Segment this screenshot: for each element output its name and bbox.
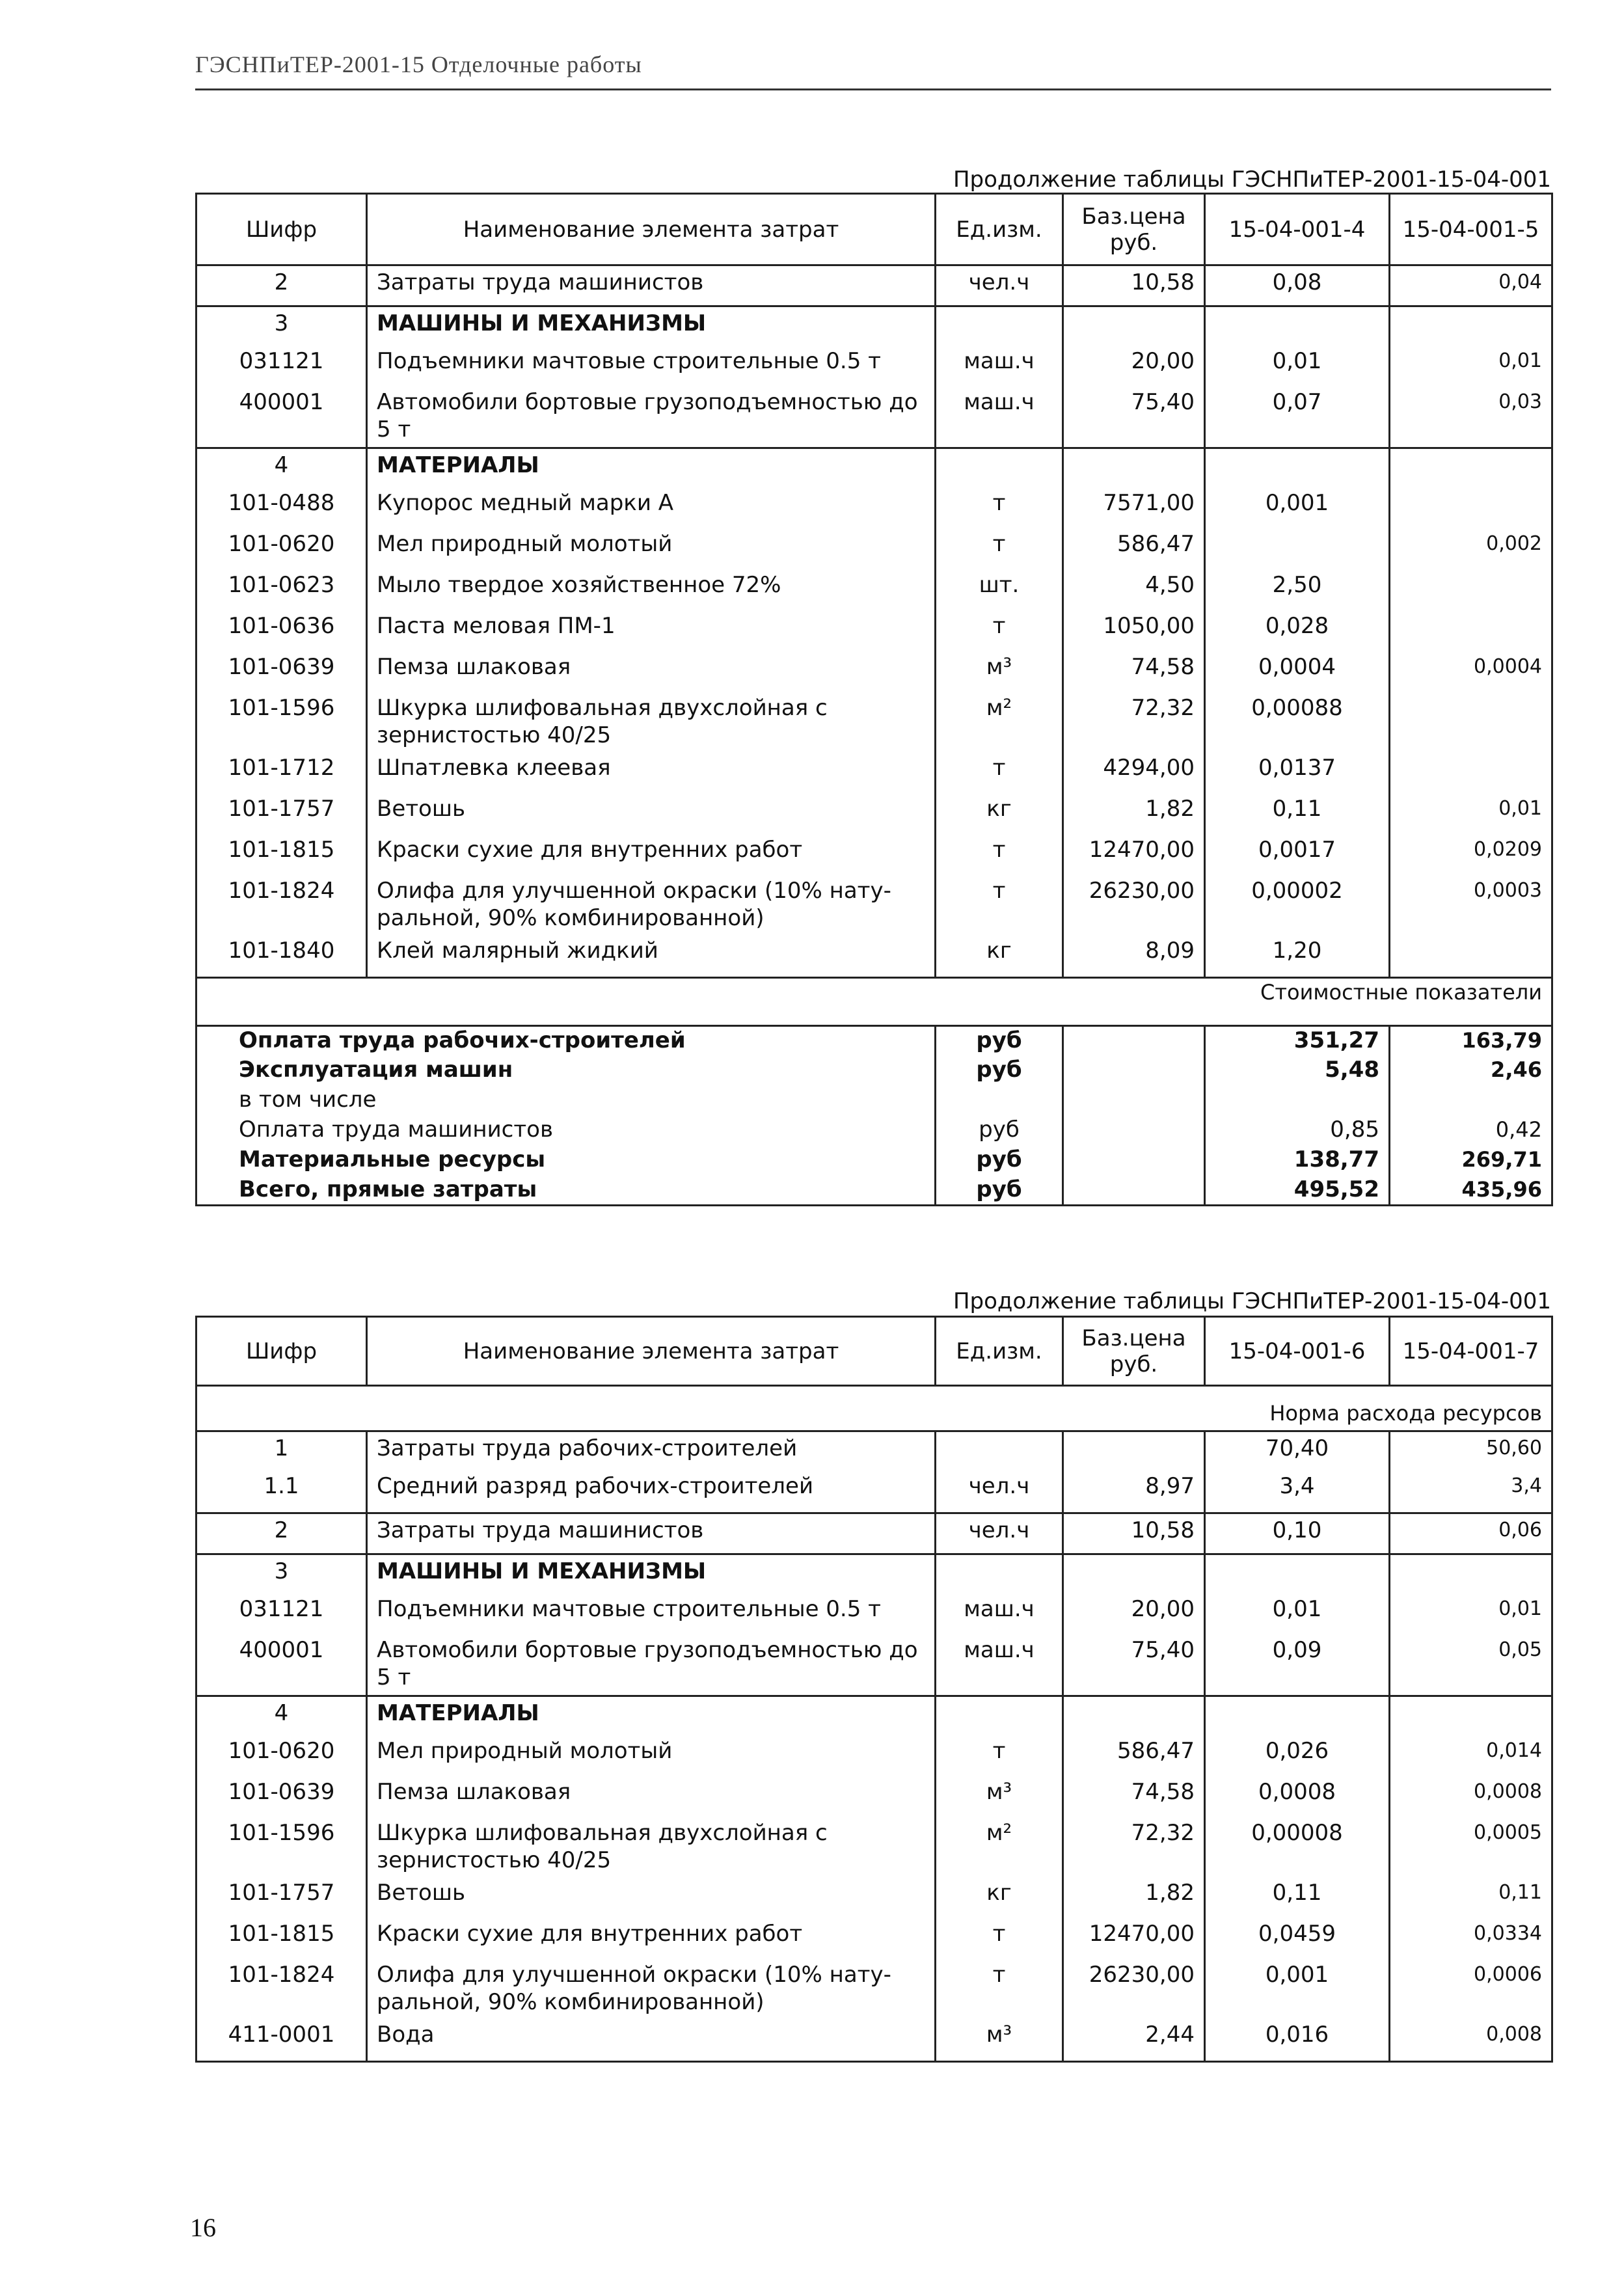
row-norm-a: 0,028 bbox=[1205, 612, 1390, 653]
row-code: 101-1712 bbox=[196, 754, 367, 795]
table-row bbox=[196, 388, 1552, 448]
row-name: Мел природный молотый bbox=[367, 530, 936, 571]
cost-unit: руб bbox=[936, 1056, 1063, 1086]
row-name: Затраты труда машинистов bbox=[367, 265, 936, 306]
table-row bbox=[196, 694, 1552, 754]
row-code: 101-1596 bbox=[196, 1819, 367, 1879]
row-name: Мыло твердое хозяйственное 72% bbox=[367, 571, 936, 612]
table-row bbox=[196, 1879, 1552, 1920]
table-row bbox=[196, 1920, 1552, 1961]
cost-row bbox=[196, 1116, 1552, 1146]
row-norm-b bbox=[1390, 937, 1552, 978]
row-norm-a: 0,01 bbox=[1205, 1595, 1390, 1636]
row-norm-a: 0,11 bbox=[1205, 1879, 1390, 1920]
row-price: 10,58 bbox=[1063, 1513, 1205, 1554]
cost-value-b: 269,71 bbox=[1461, 1146, 1542, 1172]
row-norm-a: 0,09 bbox=[1205, 1636, 1390, 1696]
cost-label: Оплата труда машинистов bbox=[196, 1116, 936, 1146]
cost-row bbox=[196, 1026, 1552, 1056]
row-price: 75,40 bbox=[1063, 388, 1205, 448]
row-norm-b: 0,03 bbox=[1498, 390, 1542, 413]
table-row bbox=[196, 448, 1552, 489]
row-norm-a: 0,026 bbox=[1205, 1737, 1390, 1778]
table-row bbox=[196, 877, 1552, 937]
table-row bbox=[196, 1737, 1552, 1778]
row-price: 8,09 bbox=[1063, 937, 1205, 978]
row-norm-a: 0,08 bbox=[1205, 265, 1390, 306]
row-name: Пемза шлаковая bbox=[367, 1778, 936, 1819]
row-price bbox=[1063, 1696, 1205, 1737]
row-price: 7571,00 bbox=[1063, 489, 1205, 530]
row-norm-b: 0,008 bbox=[1486, 2022, 1542, 2046]
row-unit: т bbox=[936, 530, 1063, 571]
row-name: Ветошь bbox=[367, 1879, 936, 1920]
row-code: 4 bbox=[196, 1696, 367, 1737]
table-row bbox=[196, 612, 1552, 653]
row-unit: т bbox=[936, 836, 1063, 877]
row-unit: маш.ч bbox=[936, 347, 1063, 388]
row-price: 26230,00 bbox=[1063, 1961, 1205, 2021]
row-norm-b: 0,04 bbox=[1390, 265, 1552, 306]
row-norm-b bbox=[1390, 1696, 1552, 1737]
row-name: Автомобили бортовые грузоподъемностью до 5 т bbox=[367, 1636, 936, 1696]
table-row bbox=[196, 1778, 1552, 1819]
row-name: Шкурка шлифовальная двухслойная с зернистостью 40/25 bbox=[367, 694, 936, 754]
row-name: Затраты труда машинистов bbox=[367, 1513, 936, 1554]
row-norm-b bbox=[1390, 754, 1552, 795]
row-unit: т bbox=[936, 877, 1063, 937]
row-norm-a: 0,0459 bbox=[1205, 1920, 1390, 1961]
table-row bbox=[196, 347, 1552, 388]
row-norm-b: 0,11 bbox=[1498, 1880, 1542, 1904]
row-price: 586,47 bbox=[1063, 1737, 1205, 1778]
row-price: 8,97 bbox=[1063, 1472, 1205, 1513]
cost-value-b: 0,42 bbox=[1495, 1117, 1542, 1142]
cost-value-a: 0,85 bbox=[1205, 1116, 1390, 1146]
row-name: Подъемники мачтовые строительные 0.5 т bbox=[367, 347, 936, 388]
row-name: МАШИНЫ И МЕХАНИЗМЫ bbox=[367, 306, 936, 347]
table-row bbox=[196, 836, 1552, 877]
row-price: 72,32 bbox=[1063, 1819, 1205, 1879]
row-norm-a: 0,10 bbox=[1205, 1513, 1390, 1554]
row-norm-b bbox=[1390, 571, 1552, 612]
cost-empty bbox=[1063, 1086, 1205, 1116]
row-norm-a: 0,0008 bbox=[1205, 1778, 1390, 1819]
row-price bbox=[1063, 1554, 1205, 1595]
cost-unit bbox=[936, 1086, 1063, 1116]
row-norm-b: 3,4 bbox=[1511, 1474, 1542, 1497]
row-name: Клей малярный жидкий bbox=[367, 937, 936, 978]
row-code: 101-0636 bbox=[196, 612, 367, 653]
row-norm-b bbox=[1390, 1554, 1552, 1595]
row-norm-b: 0,0005 bbox=[1474, 1821, 1542, 1844]
row-price: 72,32 bbox=[1063, 694, 1205, 754]
cost-label: Всего, прямые затраты bbox=[196, 1176, 936, 1206]
table-row bbox=[196, 653, 1552, 694]
col-header-unit: Ед.изм. bbox=[936, 194, 1063, 265]
row-norm-b: 0,0004 bbox=[1474, 655, 1542, 678]
row-code: 3 bbox=[196, 306, 367, 347]
row-code: 101-0623 bbox=[196, 571, 367, 612]
row-norm-b: 0,0209 bbox=[1474, 837, 1542, 861]
row-code: 400001 bbox=[196, 1636, 367, 1696]
row-code: 1 bbox=[196, 1431, 367, 1472]
table-row bbox=[196, 1636, 1552, 1696]
row-norm-b: 50,60 bbox=[1390, 1431, 1552, 1472]
row-code: 2 bbox=[196, 265, 367, 306]
row-unit: чел.ч bbox=[936, 265, 1063, 306]
row-unit: т bbox=[936, 612, 1063, 653]
row-norm-a: 0,0137 bbox=[1205, 754, 1390, 795]
row-norm-b: 0,0334 bbox=[1474, 1921, 1542, 1945]
row-price: 1,82 bbox=[1063, 1879, 1205, 1920]
row-norm-b bbox=[1390, 612, 1552, 653]
table1-caption: Продолжение таблицы ГЭСНПиТЕР-2001-15-04-001 bbox=[953, 167, 1551, 193]
row-name: Купорос медный марки А bbox=[367, 489, 936, 530]
col-header-norm-6: 15-04-001-6 bbox=[1205, 1317, 1390, 1386]
row-code: 101-1824 bbox=[196, 1961, 367, 2021]
row-norm-a: 3,4 bbox=[1205, 1472, 1390, 1513]
col-header-name: Наименование элемента затрат bbox=[367, 1317, 936, 1386]
cost-value-a: 5,48 bbox=[1205, 1056, 1390, 1086]
table-row bbox=[196, 1472, 1552, 1513]
row-code: 101-1757 bbox=[196, 1879, 367, 1920]
row-norm-a: 0,00002 bbox=[1205, 877, 1390, 937]
row-code: 101-0488 bbox=[196, 489, 367, 530]
row-price bbox=[1063, 1431, 1205, 1472]
cost-unit: руб bbox=[936, 1116, 1063, 1146]
cost-row bbox=[196, 1146, 1552, 1176]
row-norm-b bbox=[1390, 489, 1552, 530]
row-code: 3 bbox=[196, 1554, 367, 1595]
table-row bbox=[196, 754, 1552, 795]
row-price: 74,58 bbox=[1063, 653, 1205, 694]
row-price: 1050,00 bbox=[1063, 612, 1205, 653]
col-header-unit: Ед.изм. bbox=[936, 1317, 1063, 1386]
cost-value-a: 351,27 bbox=[1205, 1026, 1390, 1056]
row-norm-a: 0,001 bbox=[1205, 1961, 1390, 2021]
row-name: МАШИНЫ И МЕХАНИЗМЫ bbox=[367, 1554, 936, 1595]
table2-caption: Продолжение таблицы ГЭСНПиТЕР-2001-15-04-001 bbox=[953, 1288, 1551, 1314]
row-norm-a: 0,0017 bbox=[1205, 836, 1390, 877]
row-name: МАТЕРИАЛЫ bbox=[367, 1696, 936, 1737]
row-norm-b: 0,06 bbox=[1390, 1513, 1552, 1554]
row-name: Мел природный молотый bbox=[367, 1737, 936, 1778]
row-price bbox=[1063, 448, 1205, 489]
row-unit bbox=[936, 1554, 1063, 1595]
row-code: 031121 bbox=[196, 347, 367, 388]
table-row bbox=[196, 795, 1552, 836]
col-header-norm-7: 15-04-001-7 bbox=[1390, 1317, 1552, 1386]
row-norm-a: 0,00008 bbox=[1205, 1819, 1390, 1879]
row-norm-a: 2,50 bbox=[1205, 571, 1390, 612]
row-price: 2,44 bbox=[1063, 2021, 1205, 2062]
row-name: Автомобили бортовые грузоподъемностью до 5 т bbox=[367, 388, 936, 448]
row-unit: маш.ч bbox=[936, 388, 1063, 448]
row-price: 20,00 bbox=[1063, 1595, 1205, 1636]
cost-empty bbox=[1063, 1146, 1205, 1176]
page-header-title: ГЭСНПиТЕР-2001-15 Отделочные работы bbox=[195, 51, 642, 77]
row-name: Пемза шлаковая bbox=[367, 653, 936, 694]
row-norm-b: 0,0003 bbox=[1474, 878, 1542, 902]
row-unit: т bbox=[936, 1961, 1063, 2021]
row-name: Олифа для улучшенной окраски (10% нату-ральной, 90% комбинированной) bbox=[367, 1961, 936, 2021]
row-code: 4 bbox=[196, 448, 367, 489]
row-norm-b: 0,0006 bbox=[1474, 1962, 1542, 1986]
col-header-norm-4: 15-04-001-4 bbox=[1205, 194, 1390, 265]
row-unit: т bbox=[936, 489, 1063, 530]
table-row bbox=[196, 937, 1552, 978]
table-row bbox=[196, 1961, 1552, 2021]
row-name: Краски сухие для внутренних работ bbox=[367, 1920, 936, 1961]
page-number: 16 bbox=[190, 2213, 216, 2242]
row-norm-b: 0,01 bbox=[1498, 796, 1542, 820]
row-code: 101-1824 bbox=[196, 877, 367, 937]
cost-label: Эксплуатация машин bbox=[196, 1056, 936, 1086]
row-price: 4294,00 bbox=[1063, 754, 1205, 795]
row-price: 1,82 bbox=[1063, 795, 1205, 836]
table-row bbox=[196, 571, 1552, 612]
table-row bbox=[196, 530, 1552, 571]
table-row bbox=[196, 1554, 1552, 1595]
row-norm-b bbox=[1390, 694, 1552, 754]
row-code: 031121 bbox=[196, 1595, 367, 1636]
row-name: Вода bbox=[367, 2021, 936, 2062]
row-norm-a: 0,0004 bbox=[1205, 653, 1390, 694]
row-norm-b: 0,0008 bbox=[1474, 1780, 1542, 1803]
row-norm-b bbox=[1390, 448, 1552, 489]
row-unit: кг bbox=[936, 937, 1063, 978]
row-code: 101-1757 bbox=[196, 795, 367, 836]
row-price: 75,40 bbox=[1063, 1636, 1205, 1696]
row-name: Средний разряд рабочих-строителей bbox=[367, 1472, 936, 1513]
row-code: 101-1815 bbox=[196, 836, 367, 877]
row-price: 586,47 bbox=[1063, 530, 1205, 571]
row-unit bbox=[936, 306, 1063, 347]
table-row bbox=[196, 1431, 1552, 1472]
header-rule bbox=[195, 88, 1551, 90]
row-norm-a bbox=[1205, 1696, 1390, 1737]
cost-value-a bbox=[1205, 1086, 1390, 1116]
row-unit: кг bbox=[936, 1879, 1063, 1920]
row-norm-a: 1,20 bbox=[1205, 937, 1390, 978]
row-name: Шкурка шлифовальная двухслойная с зернистостью 40/25 bbox=[367, 1819, 936, 1879]
row-norm-b: 0,05 bbox=[1498, 1638, 1542, 1661]
row-unit: м³ bbox=[936, 2021, 1063, 2062]
cost-empty bbox=[1063, 1056, 1205, 1086]
row-price: 10,58 bbox=[1063, 265, 1205, 306]
row-unit: маш.ч bbox=[936, 1636, 1063, 1696]
col-header-name: Наименование элемента затрат bbox=[367, 194, 936, 265]
row-name: МАТЕРИАЛЫ bbox=[367, 448, 936, 489]
cost-empty bbox=[1063, 1176, 1205, 1206]
row-name: Затраты труда рабочих-строителей bbox=[367, 1431, 936, 1472]
row-norm-a: 0,01 bbox=[1205, 347, 1390, 388]
row-name: Паста меловая ПМ-1 bbox=[367, 612, 936, 653]
row-norm-a bbox=[1205, 530, 1390, 571]
row-code: 101-0639 bbox=[196, 653, 367, 694]
row-code: 101-0639 bbox=[196, 1778, 367, 1819]
table-row bbox=[196, 489, 1552, 530]
row-unit: м³ bbox=[936, 653, 1063, 694]
row-norm-a bbox=[1205, 1554, 1390, 1595]
row-unit: т bbox=[936, 754, 1063, 795]
row-unit: т bbox=[936, 1737, 1063, 1778]
row-name: Ветошь bbox=[367, 795, 936, 836]
cost-unit: руб bbox=[936, 1176, 1063, 1206]
row-price: 26230,00 bbox=[1063, 877, 1205, 937]
row-norm-b bbox=[1390, 306, 1552, 347]
cost-row bbox=[196, 1086, 1552, 1116]
resource-table-2 bbox=[195, 1316, 1553, 2063]
row-norm-a: 0,07 bbox=[1205, 388, 1390, 448]
table-row bbox=[196, 265, 1552, 306]
row-norm-a: 0,00088 bbox=[1205, 694, 1390, 754]
cost-value-b: 435,96 bbox=[1461, 1176, 1542, 1202]
cost-value-b bbox=[1390, 1086, 1552, 1116]
row-unit: т bbox=[936, 1920, 1063, 1961]
row-norm-b: 0,01 bbox=[1498, 349, 1542, 372]
row-unit: м² bbox=[936, 1819, 1063, 1879]
table-row bbox=[196, 1696, 1552, 1737]
table-row bbox=[196, 1513, 1552, 1554]
row-code: 400001 bbox=[196, 388, 367, 448]
row-norm-a: 70,40 bbox=[1205, 1431, 1390, 1472]
row-unit bbox=[936, 448, 1063, 489]
row-code: 101-1596 bbox=[196, 694, 367, 754]
row-code: 2 bbox=[196, 1513, 367, 1554]
col-header-price: Баз.цена руб. bbox=[1063, 1317, 1205, 1386]
table-row bbox=[196, 2021, 1552, 2062]
cost-unit: руб bbox=[936, 1026, 1063, 1056]
row-price: 74,58 bbox=[1063, 1778, 1205, 1819]
cost-value-b: 163,79 bbox=[1461, 1028, 1542, 1053]
table-row bbox=[196, 1595, 1552, 1636]
row-name: Краски сухие для внутренних работ bbox=[367, 836, 936, 877]
row-norm-b: 0,002 bbox=[1486, 532, 1542, 555]
row-code: 101-1840 bbox=[196, 937, 367, 978]
row-norm-a: 0,016 bbox=[1205, 2021, 1390, 2062]
row-norm-a: 0,11 bbox=[1205, 795, 1390, 836]
row-name: Шпатлевка клеевая bbox=[367, 754, 936, 795]
row-code: 1.1 bbox=[196, 1472, 367, 1513]
row-unit: м³ bbox=[936, 1778, 1063, 1819]
row-price: 12470,00 bbox=[1063, 836, 1205, 877]
row-code: 411-0001 bbox=[196, 2021, 367, 2062]
row-unit: шт. bbox=[936, 571, 1063, 612]
row-price: 20,00 bbox=[1063, 347, 1205, 388]
col-header-price: Баз.цена руб. bbox=[1063, 194, 1205, 265]
table-row bbox=[196, 1819, 1552, 1879]
row-norm-b: 0,01 bbox=[1498, 1597, 1542, 1620]
resource-table-1 bbox=[195, 193, 1553, 1206]
col-header-code: Шифр bbox=[196, 1317, 367, 1386]
row-unit: м² bbox=[936, 694, 1063, 754]
row-unit: маш.ч bbox=[936, 1595, 1063, 1636]
norm-banner: Норма расхода ресурсов bbox=[196, 1386, 1552, 1431]
row-unit: чел.ч bbox=[936, 1513, 1063, 1554]
cost-value-a: 495,52 bbox=[1205, 1176, 1390, 1206]
row-price: 4,50 bbox=[1063, 571, 1205, 612]
row-norm-a bbox=[1205, 306, 1390, 347]
col-header-code: Шифр bbox=[196, 194, 367, 265]
row-norm-b: 0,014 bbox=[1486, 1739, 1542, 1762]
row-unit: чел.ч bbox=[936, 1472, 1063, 1513]
table-row bbox=[196, 306, 1552, 347]
row-price bbox=[1063, 306, 1205, 347]
cost-row bbox=[196, 1176, 1552, 1206]
row-unit bbox=[936, 1431, 1063, 1472]
row-code: 101-1815 bbox=[196, 1920, 367, 1961]
row-unit bbox=[936, 1696, 1063, 1737]
cost-banner: Стоимостные показатели bbox=[196, 978, 1552, 1026]
cost-row bbox=[196, 1056, 1552, 1086]
cost-value-a: 138,77 bbox=[1205, 1146, 1390, 1176]
row-unit: кг bbox=[936, 795, 1063, 836]
row-price: 12470,00 bbox=[1063, 1920, 1205, 1961]
cost-value-b: 2,46 bbox=[1491, 1057, 1542, 1082]
row-name: Подъемники мачтовые строительные 0.5 т bbox=[367, 1595, 936, 1636]
row-code: 101-0620 bbox=[196, 1737, 367, 1778]
cost-empty bbox=[1063, 1026, 1205, 1056]
col-header-norm-5: 15-04-001-5 bbox=[1390, 194, 1552, 265]
cost-unit: руб bbox=[936, 1146, 1063, 1176]
row-name: Олифа для улучшенной окраски (10% нату-ральной, 90% комбинированной) bbox=[367, 877, 936, 937]
cost-label: Материальные ресурсы bbox=[196, 1146, 936, 1176]
row-code: 101-0620 bbox=[196, 530, 367, 571]
row-norm-a: 0,001 bbox=[1205, 489, 1390, 530]
cost-empty bbox=[1063, 1116, 1205, 1146]
cost-label: в том числе bbox=[196, 1086, 936, 1116]
row-norm-a bbox=[1205, 448, 1390, 489]
cost-label: Оплата труда рабочих-строителей bbox=[196, 1026, 936, 1056]
